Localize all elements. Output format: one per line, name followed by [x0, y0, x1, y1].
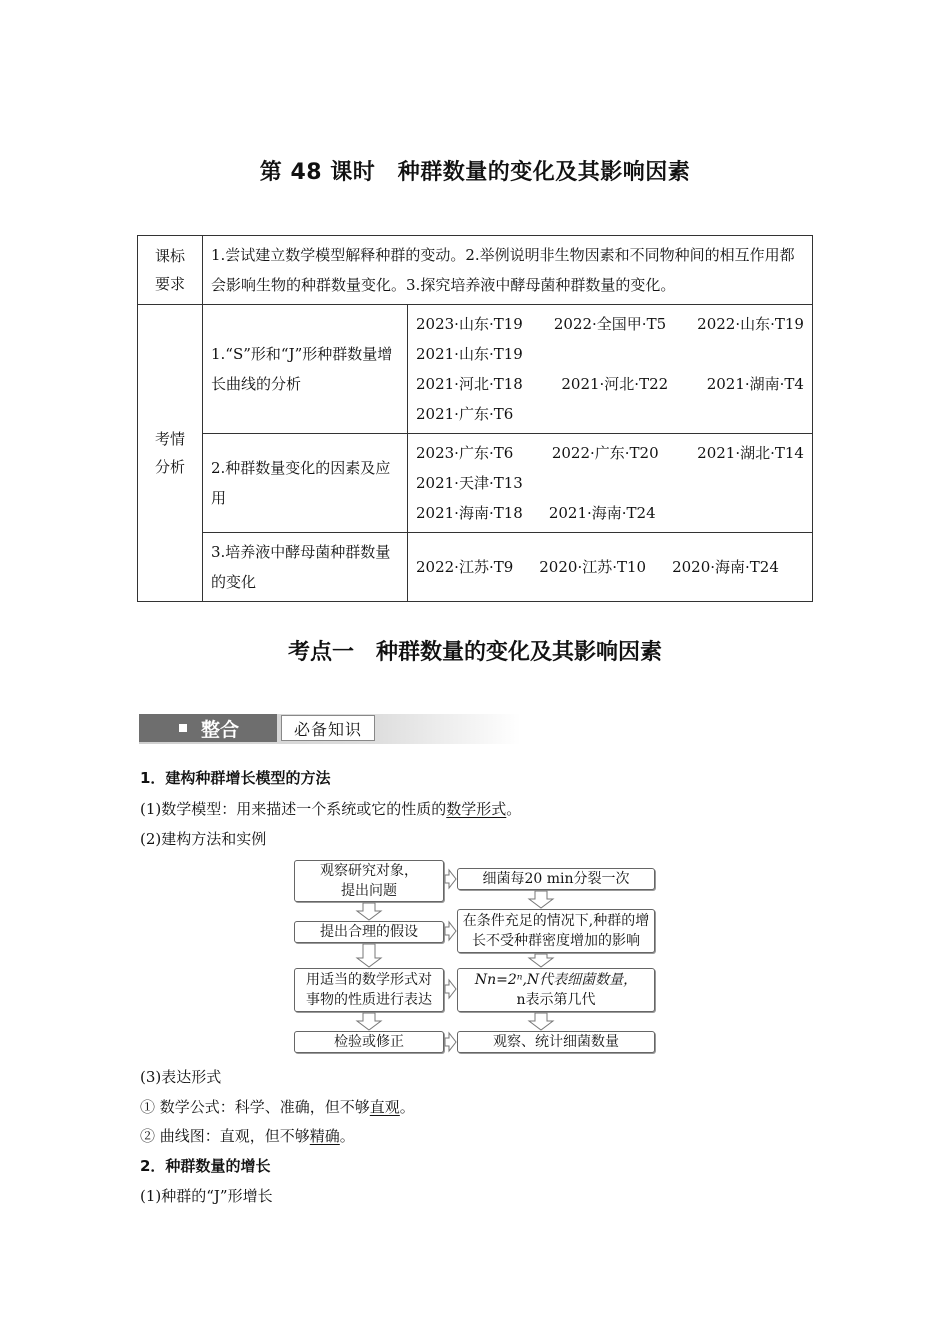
ref: 2021·河北·T22	[561, 375, 669, 393]
ref: 2023·山东·T19	[416, 315, 523, 333]
flow-right-3: Nn=2ⁿ,N代表细菌数量， n表示第几代	[457, 968, 655, 1012]
flow-left-1: 观察研究对象， 提出问题	[294, 860, 444, 902]
right-arrow-icon	[445, 1033, 456, 1051]
down-arrow-icon	[529, 1013, 553, 1030]
ref: 2022·江苏·T9	[416, 558, 514, 576]
down-arrow-icon	[529, 891, 553, 908]
down-arrow-icon	[357, 944, 381, 967]
down-arrow-icon	[357, 1013, 381, 1030]
flow-right-2: 在条件充足的情况下,种群的增 长不受种群密度增加的影响	[457, 909, 655, 953]
paragraph-2: (2)建构方法和实例	[140, 830, 267, 848]
ref: 2023·广东·T6	[416, 444, 514, 462]
right-arrow-icon	[445, 980, 456, 998]
right-arrow-icon	[445, 922, 456, 940]
ref: 2020·海南·T24	[672, 558, 779, 576]
req-header-line2: 要求	[154, 275, 185, 293]
flow-left-4: 检验或修正	[294, 1031, 444, 1053]
ref: 2021·广东·T6	[416, 405, 514, 423]
ref: 2021·湖南·T4	[706, 375, 804, 393]
paragraph-4: ① 数学公式：科学、准确，但不够直观。	[140, 1098, 415, 1116]
banner-light-tab: 必备知识	[281, 715, 375, 741]
analysis-point-3: 3.培养液中酵母菌种群数量的变化	[203, 533, 408, 602]
flow-right-4: 观察、统计细菌数量	[457, 1031, 655, 1053]
ref: 2022·广东·T20	[551, 444, 659, 462]
ref: 2020·江苏·T10	[539, 558, 647, 576]
paragraph-1: (1)数学模型：用来描述一个系统或它的性质的数学形式。	[140, 800, 522, 818]
analysis-point-1: 1.“S”形和“J”形种群数量增长曲线的分析	[203, 305, 408, 434]
down-arrow-icon	[529, 954, 553, 967]
paragraph-6: (1)种群的“J”形增长	[140, 1187, 273, 1205]
ref: 2022·全国甲·T5	[553, 315, 667, 333]
right-arrow-icon	[445, 870, 456, 888]
ref: 2021·海南·T18	[416, 504, 523, 522]
flow-left-2: 提出合理的假设	[294, 921, 444, 943]
heading-2: 2．种群数量的增长	[140, 1157, 271, 1175]
section-title: 考点一 种群数量的变化及其影响因素	[287, 640, 662, 665]
banner-dark-label: 整合	[201, 718, 240, 741]
lesson-title: 第 48 课时 种群数量的变化及其影响因素	[259, 160, 691, 185]
ref: 2021·河北·T18	[416, 375, 523, 393]
ref: 2022·山东·T19	[697, 315, 804, 333]
analysis-point-2: 2.种群数量变化的因素及应用	[203, 434, 408, 533]
ref: 2021·湖北·T14	[697, 444, 804, 462]
paragraph-5: ② 曲线图：直观，但不够精确。	[140, 1127, 355, 1145]
paragraph-3: (3)表达形式	[140, 1068, 222, 1086]
flow-right-1: 细菌每20 min分裂一次	[457, 868, 655, 890]
analysis-header-line1: 考情	[154, 430, 185, 448]
flow-left-3: 用适当的数学形式对 事物的性质进行表达	[294, 968, 444, 1012]
heading-1: 1．建构种群增长模型的方法	[140, 769, 331, 787]
ref: 2021·山东·T19	[416, 345, 523, 363]
ref: 2021·天津·T13	[416, 474, 523, 492]
down-arrow-icon	[357, 903, 381, 920]
req-header-line1: 课标	[154, 247, 185, 265]
analysis-header-line2: 分析	[154, 458, 185, 476]
ref: 2021·海南·T24	[548, 504, 656, 522]
req-text: 1.尝试建立数学模型解释种群的变动。2.举例说明非生物因素和不同物种间的相互作用都会影响生物的种群数量变化。3.探究培养液中酵母菌种群数量的变化。	[203, 236, 813, 305]
